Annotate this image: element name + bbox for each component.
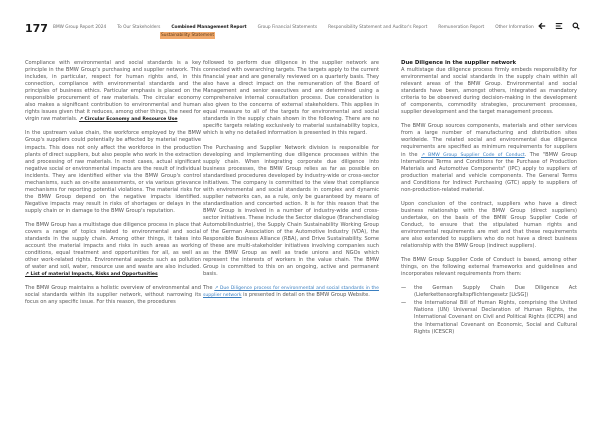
column-3 bbox=[401, 60, 577, 337]
nav-responsibility-statement[interactable]: Responsibility Statement and Auditor's Report bbox=[328, 25, 428, 30]
nav-to-our-stakeholders[interactable]: To Our Stakeholders bbox=[117, 25, 161, 30]
sub-tab-sustainability-statement[interactable]: Sustainability Statement bbox=[161, 33, 215, 38]
nav-bmw-group-report[interactable]: BMW Group Report 2024 bbox=[53, 25, 107, 30]
page-number: 177 bbox=[25, 22, 48, 35]
frameworks-list bbox=[401, 285, 577, 335]
menu-icon[interactable] bbox=[555, 22, 563, 30]
nav-other-information[interactable]: Other Information bbox=[495, 25, 534, 30]
paragraph: The BMW Group has a multistage due diligence process in place that covers a range of topics related to environmental and social standards in the supply chain. Among other things, it takes into account the material impacts and risks in such areas as working conditions, equal treatment and opportunities for all, as well as other work-related rights. Environmental aspects such as pollution of water and soil, water, resource use and waste are also included. ↗ List of material Impacts, Risks and Opportunities bbox=[25, 221, 201, 278]
link-circular-economy[interactable]: ↗ Circular Economy and Resource Use bbox=[79, 117, 178, 123]
top-nav bbox=[53, 25, 534, 30]
paragraph: The Purchasing and Supplier Network division is responsible for developing and implementing due diligence processes within the supply chain. When integrating corporate due diligence into business processes, the BMW Group relies as far as possible on standardised procedures developed by industry-wide or cross-sector initiatives. The company is committed to the view that compliance with environmental and social standards in complex and dynamic supplier networks can, as a rule, only be guaranteed by means of standardisation and concerted action. It is for this reason that the BMW Group is involved in a number of industry-wide and cross-sector initiatives. These include the Sector dialogue (Branchendialog Automobilindustrie), the Supply Chain Sustainability Working Group of the German Association of the Automotive Industry (VDA), the Responsible Business Alliance (RBA), and Drive Sustainability. Some of these are multi-stakeholder initiatives involving companies such as the BMW Group as well as trade unions and NGOs which represent the interests of workers in the value chain. The BMW Group is committed to this on an ongoing, active and permanent basis. bbox=[203, 144, 379, 278]
paragraph: The BMW Group Supplier Code of Conduct is based, among other things, on the following external frameworks and guidelines and incorporates relevant requirements from them: bbox=[401, 257, 577, 278]
paragraph: Compliance with environmental and social standards is a key principle in the BMW Group's purchasing and supplier network. This includes, in particular, respect for human rights and, in this connection, compliance with environmental standards and the principles of business ethics. Particular emphasis is placed on the responsible procurement of raw materials. The circular economy also makes a significant contribution to environmental and human rights issues given that it reduces, among other things, the need for virgin raw materials. ↗ Circular Economy and Resource Use bbox=[25, 60, 201, 123]
paragraph: In the upstream value chain, the workforce employed by the BMW Group's suppliers could potentially be affected by material negative impacts. This does not only affect the workforce in the production plants of direct suppliers, but also people who work in the extraction and processing of raw materials. In most cases, actual significant negative social or environmental impacts are the result of individual incidents. They are identified either via the BMW Group's control mechanisms, such as on-site assessments, or via various grievance mechanisms for reporting potential violations. The material risks for the BMW Group depend on the negative impacts identified. Negative impacts may result in risks of shortages or delays in the supply chain or in damage to the BMW Group's reputation. bbox=[25, 130, 201, 214]
paragraph: A multistage due diligence process firmly embeds responsibility for environmental and social standards in the supply chain within all relevant areas of the BMW Group. Environmental and social standards have been, amongst others, integrated as mandatory criteria to be observed during decision-making in the development of components, commodity strategies, procurement processes, supplier development and the target management process. bbox=[401, 67, 577, 116]
page-header bbox=[0, 0, 600, 45]
paragraph: Upon conclusion of the contract, suppliers who have a direct business relationship with the BMW Group (direct suppliers) undertake, on the basis of the BMW Group Supplier Code of Conduct, to ensure that the stipulated human rights and environmental requirements are met and that these requirements are also extended to suppliers who do not have a direct business relationship with the BMW Group (indirect suppliers). bbox=[401, 200, 577, 250]
nav-group-financial-statements[interactable]: Group Financial Statements bbox=[257, 25, 318, 30]
section-heading: Due Diligence in the supplier network bbox=[401, 60, 517, 66]
nav-combined-management-report[interactable]: Combined Management Report bbox=[171, 25, 247, 30]
list-item: — the International Bill of Human Rights, comprising the United Nations (UN) Universal Declaration of Human Rights, the International Covenant on Civil and Political Rights (ICCPR) and the International Covenant on Economic, Social and Cultural Rights (ICESCR) bbox=[401, 300, 577, 335]
search-icon[interactable] bbox=[572, 22, 580, 30]
paragraph: followed to perform due diligence in the supplier network are connected with overarching targets. The targets apply to the current financial year and are generally reviewed on a quarterly basis. They also have a direct impact on the remuneration of the Board of Management and senior executives and are determined using a comprehensive internal consultation process. Due consideration is also given to the concerns of external stakeholders. This applies in equal measure to all of the targets for environmental and social standards in the supply chain shown in the following. There are no specific targets relating exclusively to material sustainability topics, which is why no detailed information is presented in this regard. bbox=[203, 60, 379, 137]
list-item: — the German Supply Chain Due Diligence Act (Lieferkettensorgfaltspflichtengesetz [LkSG]) bbox=[401, 285, 577, 299]
link-supplier-code-of-conduct[interactable]: ↗ BMW Group Supplier Code of Conduct bbox=[420, 152, 525, 158]
nav-remuneration-report[interactable]: Remuneration Report bbox=[438, 25, 485, 30]
header-icons bbox=[538, 22, 580, 30]
back-arrow-icon[interactable] bbox=[538, 22, 546, 30]
link-material-impacts[interactable]: ↗ List of material Impacts, Risks and Opportunities bbox=[25, 272, 158, 278]
column-2 bbox=[203, 60, 379, 307]
paragraph: The BMW Group maintains a holistic overview of environmental and social standards within its supplier network, without narrowing its focus on any specific issue. For this reason, the procedures bbox=[25, 285, 201, 306]
paragraph: The BMW Group sources components, materials and other services from a large number of manufacturing and distribution sites worldwide. The related social and environmental due diligence requirements are specified as minimum requirements for suppliers in the ↗ BMW Group Supplier Code of Conduct. The "BMW Group International Terms and Conditions for the Purchase of Production Materials and Automotive Components" (IPC) apply to suppliers of production material and vehicle components. The General Terms and Conditions for Indirect Purchasing (GTC) apply to suppliers of non-production-related material. bbox=[401, 123, 577, 193]
link-due-diligence-process[interactable]: ↗ Due Diligence process for environmental and social standards in the supplier network bbox=[203, 286, 380, 299]
column-1 bbox=[25, 60, 201, 314]
paragraph: The ↗ Due Diligence process for environmental and social standards in the supplier network is presented in detail on the BMW Group Website. bbox=[203, 285, 380, 299]
